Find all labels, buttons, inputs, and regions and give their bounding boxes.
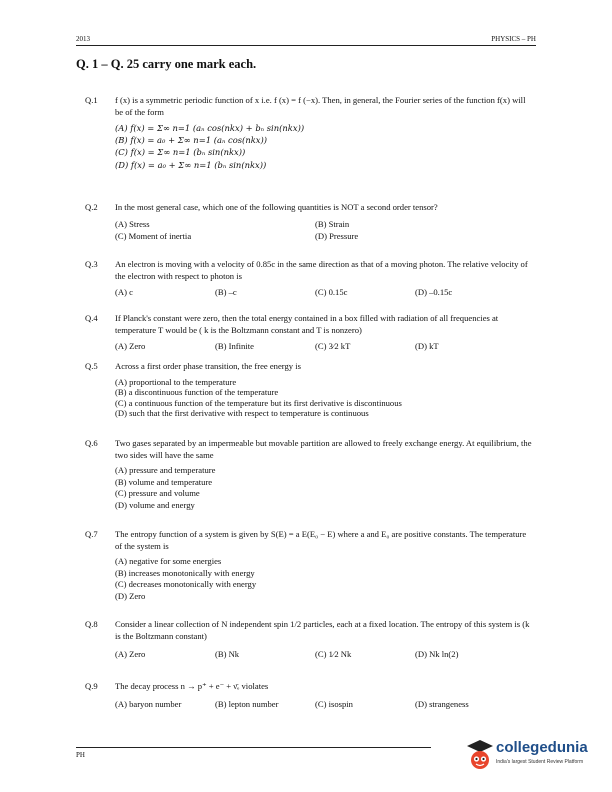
logo-tagline: India's largest Student Review Platform xyxy=(496,759,584,765)
header-divider xyxy=(76,45,536,46)
footer-divider xyxy=(76,747,431,748)
option-list xyxy=(115,377,535,419)
section-title: Q. 1 – Q. 25 carry one mark each. xyxy=(76,57,257,71)
option-b: (B) a discontinuous function of the temperature xyxy=(115,387,279,397)
question-1 xyxy=(85,95,535,171)
question-number: Q.9 xyxy=(85,681,98,691)
question-number: Q.3 xyxy=(85,259,98,269)
question-number: Q.8 xyxy=(85,619,98,629)
question-text: In the most general case, which one of the following quantities is NOT a second order tensor? xyxy=(115,202,438,212)
option-a: (A) pressure and temperature xyxy=(115,465,216,475)
question-text: An electron is moving with a velocity of 0.85c in the same direction as that of a moving photon. The relative velocity of the electron with respect to photon is xyxy=(115,259,528,281)
option-list xyxy=(115,218,535,242)
header-year: 2013 xyxy=(76,35,90,43)
question-text: The decay process n → p⁺ + e⁻ + ν̄ₑ violates xyxy=(115,681,269,691)
option-list xyxy=(115,340,535,352)
option-b: (B) Infinite xyxy=(215,341,254,351)
option-c: (C) a continuous function of the temperature but its first derivative is discontinuous xyxy=(115,397,402,408)
option-b: (B) increases monotonically with energy xyxy=(115,567,255,578)
option-b: (B) Nk xyxy=(215,649,240,659)
option-a: (A) baryon number xyxy=(115,698,182,709)
option-a: (A) negative for some energies xyxy=(115,556,222,566)
option-d: (D) kT xyxy=(415,341,439,351)
question-number: Q.5 xyxy=(85,361,98,371)
option-d: (D) f(x) = a₀ + Σ∞ n=1 (bₙ sin(nkx)) xyxy=(115,159,267,170)
option-c: (C) 3⁄2 kT xyxy=(315,341,351,351)
option-a: (A) c xyxy=(115,287,133,297)
option-b: (B) Strain xyxy=(315,218,350,229)
question-5 xyxy=(85,361,535,419)
option-d: (D) Nk ln(2) xyxy=(415,649,459,659)
option-list xyxy=(115,286,535,298)
option-list xyxy=(115,465,535,511)
question-number: Q.2 xyxy=(85,202,98,212)
graduate-icon xyxy=(466,738,494,772)
option-a: (A) Stress xyxy=(115,218,150,229)
collegedunia-logo xyxy=(466,738,606,774)
question-text: Across a first order phase transition, the free energy is xyxy=(115,361,301,371)
header-paper: PHYSICS – PH xyxy=(491,35,536,43)
option-d: (D) strangeness xyxy=(415,698,469,709)
option-a: (A) proportional to the temperature xyxy=(115,376,237,387)
option-list xyxy=(115,648,535,660)
question-text: If Planck's constant were zero, then the total energy contained in a box filled with radiation of all frequencies at temperature T would be ( k is the Boltzmann constant and T is nonzero) xyxy=(115,313,499,335)
option-b: (B) –c xyxy=(215,287,237,297)
question-text: Two gases separated by an impermeable but movable partition are allowed to freely exchange energy. At equilibrium, the two sides will have the same xyxy=(115,438,532,460)
option-d: (D) Pressure xyxy=(315,230,359,241)
option-d: (D) such that the first derivative with respect to temperature is continuous xyxy=(115,408,369,418)
option-c: (C) decreases monotonically with energy xyxy=(115,579,257,589)
question-text: f (x) is a symmetric periodic function of x i.e. f (x) = f (−x). Then, in general, the Fourier series of the function f(x) will be of the form xyxy=(115,95,526,117)
option-c: (C) f(x) = Σ∞ n=1 (bₙ sin(nkx)) xyxy=(115,147,246,158)
option-d: (D) Zero xyxy=(115,590,146,601)
question-8 xyxy=(85,619,535,660)
option-b: (B) volume and temperature xyxy=(115,476,213,487)
page-header xyxy=(76,35,536,45)
option-a: (A) f(x) = Σ∞ n=1 (aₙ cos(nkx) + bₙ sin(nkx)) xyxy=(115,123,305,133)
question-text: The entropy function of a system is given by S(E) = a E(E₀ − E) where a and E₀ are positive constants. The temperature of the system is xyxy=(115,529,527,551)
option-c: (C) Moment of inertia xyxy=(115,230,192,241)
option-a: (A) Zero xyxy=(115,341,146,351)
question-9 xyxy=(85,681,535,710)
question-7 xyxy=(85,529,535,602)
option-c: (C) pressure and volume xyxy=(115,488,200,498)
question-4 xyxy=(85,313,535,352)
option-c: (C) 0.15c xyxy=(315,287,348,297)
question-2 xyxy=(85,202,535,242)
option-c: (C) isospin xyxy=(315,698,353,709)
option-b: (B) f(x) = a₀ + Σ∞ n=1 (aₙ cos(nkx)) xyxy=(115,135,268,146)
question-text: Consider a linear collection of N independent spin 1/2 particles, each at a fixed location. The entropy of this system is (k is the Boltzmann constant) xyxy=(115,619,530,641)
option-d: (D) –0.15c xyxy=(415,287,453,297)
question-number: Q.6 xyxy=(85,438,98,448)
option-c: (C) 1⁄2 Nk xyxy=(315,649,352,659)
question-number: Q.7 xyxy=(85,529,98,539)
option-d: (D) volume and energy xyxy=(115,499,195,510)
question-number: Q.4 xyxy=(85,313,98,323)
question-number: Q.1 xyxy=(85,95,98,105)
question-6 xyxy=(85,438,535,511)
option-list xyxy=(115,698,535,710)
footer-code: PH xyxy=(76,751,85,759)
option-a: (A) Zero xyxy=(115,649,146,659)
option-list xyxy=(115,556,535,602)
logo-wordmark: collegedunia xyxy=(496,739,588,756)
option-b: (B) lepton number xyxy=(215,698,279,709)
option-list xyxy=(115,122,535,171)
question-3 xyxy=(85,259,535,298)
